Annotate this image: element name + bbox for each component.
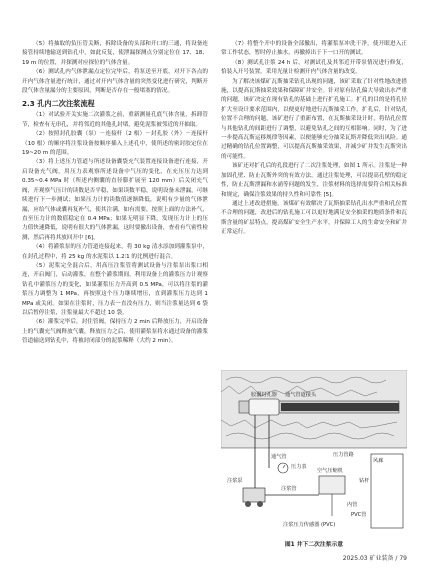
paragraph: （3）将上述压力管道与所述设备囊袋充气装置连接设备进行连接，开启设备充气阀，用压力表观察所述设备中气压的变化，在充压压力达到 0.35~0.4 MPa 时（所述内侧囊的直径膨扩展至 120 mm）后关闭充气阀，开观察气压计的读数是否平稳，如果读数平稳，说明设备未泄漏，可继续进行下一步测试；如果压力计的读数值逐渐降低，说明有少量的气体泄漏，应给气体或囊再复补气，使其注满，如有需要，按照上面的方法补气，直至压力计的数值稳定在 0.4 MPa；如果无明显下降，发现压力计上的压力值快速降低，说明有很大的气体泄漏，这时要撤出设备，查看有气密性检测，然后再将其放回开中 [6]。: [22, 159, 208, 241]
paragraph: （5）将抽取的负压管关断，拆除设备的头部和开口的三通，将设备连接管持续地输送到钻孔中，如此反复，使泄漏探测点分别定位在 17、18、19 m 的位置，并探测对应探位的气体含量。: [22, 41, 208, 66]
paragraph: （5）泥浆完全混合后，用高压注浆管将测试设备与注浆泵出浆口相连，开启阀门，启动灌浆，在整个灌浆期间，利用设备上的灌浆压力计观察钻孔中灌浆压力的变化，如果灌浆压力升高到 0.5 MPa，可以将注浆的灌浆压力调整为 1 MPa，再按照这个压力继续增压，直到灌浆压力达到 1 MPa 或关闭。如果在注浆时，压力表一直没有压力，则当注浆量达到 6 袋以后暂停注浆，注浆量最大不超过 10 袋。: [22, 262, 208, 316]
seal-label: 胶囊封孔器: [251, 392, 277, 398]
grouting-pump: [243, 488, 265, 502]
drill-rod-label: 钻杆: [359, 478, 370, 484]
gas-valve-label: 通气管道接头: [285, 392, 317, 398]
figure-caption: 图1 井下二次注浆示意: [284, 542, 344, 548]
paragraph: （2）按照封孔胶囊（泵）－连接杆（2 根）－封孔胶（外）－连接杆（10 根）的顺序将注浆设备按顺序插入上述孔中，使所述的密封胶定位在 19~20 m 的范围。: [22, 131, 208, 157]
pump-label: 注浆泵: [227, 478, 243, 484]
right-column: [221, 40, 407, 238]
capsule-packer: [249, 399, 279, 415]
inside-label: 内管: [347, 502, 358, 508]
gas-tube-label: 通气管: [271, 454, 287, 460]
wind-duct-label: 风廊: [373, 458, 384, 464]
pressure-gauge-label: 压力表: [291, 464, 307, 470]
page-footer: 2025.03 矿业装备 / 79: [342, 555, 407, 562]
paragraph: 为了解决该煤矿瓦斯抽采钻孔出现的问题，该矿采取了针对性地改进措施，以提高瓦斯抽采效果和保障矿井安全。针对原有钻孔偏大导致出水严重的问题，该矿决定在现有钻孔的基础上进行扩孔施工。扩孔的目的是将孔径扩大至设计要求范围内，以便更好地进行瓦斯抽采工作。扩孔后，针对钻孔位置不合理的问题，该矿进行了重新布置，在瓦斯抽采设计时，将钻孔位置与其他钻孔的间距进行了调整，以避免钻孔之间的互相影响。同时，为了进一步提高瓦斯运移规律等因素，以便能够充分抽采瓦斯并降低突出风险。通过精确的钻孔位置调整，可以提高瓦斯抽采效果，并减少矿井发生瓦斯突出的可能性。: [221, 78, 407, 160]
paragraph: 该矿还对扩孔后的孔段进行了二次注浆处理，如图 1 所示。注浆是一种加固孔壁、防止瓦斯外突的有效方法。通过注浆处理，可以提高孔壁的稳定性，防止瓦斯泄漏和水涌等问题的发生，注浆材料的选择需要符合相关标准和规定，确保注浆效果的持久性和可靠性 [5]。: [221, 163, 407, 198]
section-heading: 2.3 孔内二次注浆流程: [22, 99, 95, 109]
paragraph: （6）灌浆完毕后，封住管阀，保持压力 2 min 后释放压力，开启设备上的气囊充气阀释放气囊，释放压力之后，使用灌浆泵将水通过设备的灌浆管道输送到钻孔中，将被封闭部分的泥浆稀释（大约 2 min）。: [22, 319, 208, 345]
slurry-pipe-label: 注浆管: [281, 486, 297, 492]
drill-rod: [281, 403, 399, 411]
left-column: [22, 40, 208, 347]
paragraph: （8）测试孔注浆 24 h 后，对测试孔及其邻近开带泵情况进行修复，恰装入开号装置，采用光量计检测开内气体含量的改变。: [221, 59, 407, 76]
grouting-diagram: [221, 370, 407, 535]
air-compressor-label: 空气压缩机: [317, 468, 343, 474]
paragraph: （7）将整个开中的设备全部撤出，将灌浆泵冲洗干净，使开眼进入正常工作状态，暂时停止抽水，再撤掉出于下一口开的测试。: [221, 41, 407, 57]
paragraph: （6）测试孔内气体泄漏点定位完毕后，将泵送至开底，对开下各点的开内气体含量进行统计，通过对开内气体含量的突然变化进行研究，判断开段气体含量漏分的主要原因，判断是否存在一般堵塞的情况。: [22, 69, 208, 95]
pvc-label: PVC管: [351, 512, 367, 518]
air-compressor: [319, 476, 345, 494]
paragraph: （4）将灌浆泵的压力管道连接起来，将 30 kg 清水添加到灌浆泵中，在封孔过程中，将 25 kg 的水泥浆以 1.2∶1 的比例进行混合。: [22, 244, 208, 260]
sensor-label: 注浆压力传感器 (PVC): [283, 522, 336, 528]
paragraph: （1）对试验开关实施二次灌浆之前，重新测量孔底气体含量，拆卸管节，检查有无串孔，并将邻近的其他孔封堵，避免泥浆被邻近的开抽取。: [22, 112, 208, 128]
pressure-line-label: 压力管路: [333, 452, 354, 458]
paragraph: 通过上述改进措施，该煤矿有效解决了瓦斯抽采钻孔出水严重和孔位置不合理的问题，改进后的钻孔施工可以更好地满足安全抽采的地质条件和瓦斯含量的矿层特点，提高煤矿安全生产水平，并保障工人的生命安全和矿井正常运行。: [221, 200, 407, 236]
